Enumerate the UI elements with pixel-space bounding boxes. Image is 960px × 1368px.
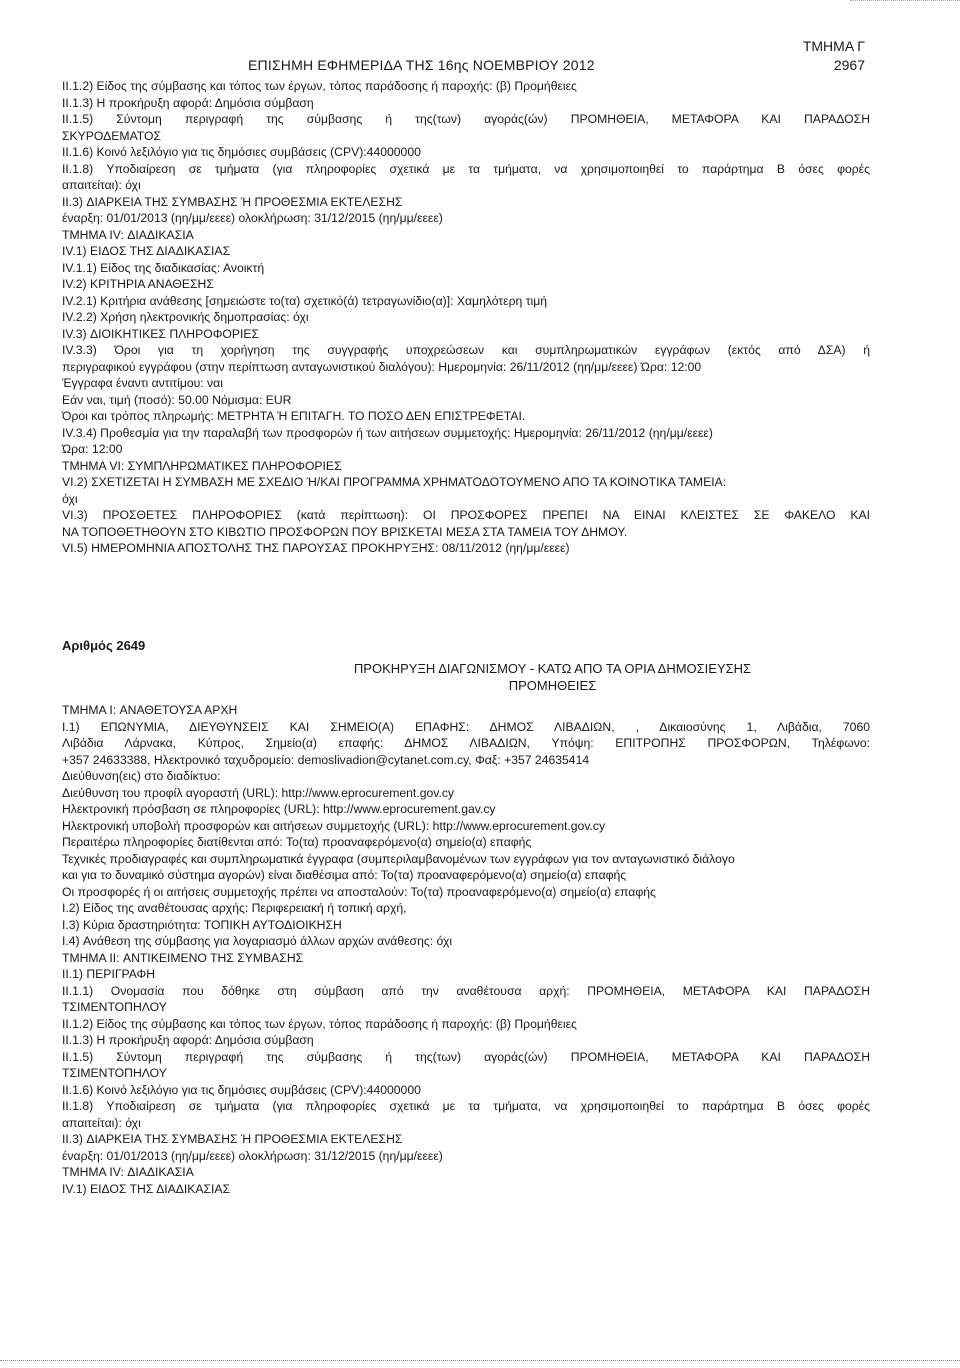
text-line: VI.3) ΠΡΟΣΘΕΤΕΣ ΠΛΗΡΟΦΟΡΙΕΣ (κατά περίπτωση): ΟΙ ΠΡΟΣΦΟΡΕΣ ΠΡΕΠΕΙ ΝΑ ΕΙΝΑΙ ΚΛΕΙΣΤΕΣ ΣΕ ΦΑΚΕΛΟ ΚΑΙ [62,508,870,522]
text-line: II.1.8) Υποδιαίρεση σε τμήματα (για πληροφορίες σχετικά με τα τμήματα, να χρησιμοποιηθεί το παράρτημα Β όσες φορές [62,1099,870,1113]
text-line: περιγραφικού εγγράφου (στην περίπτωση ανταγωνιστικού διαλόγου): Ημερομηνία: 26/11/2012 (ηη/μμ/εεεε) Ώρα: 12:00 [62,359,702,374]
text-line: II.1.5) Σύντομη περιγραφή της σύμβασης ή της(των) αγοράς(ών) ΠΡΟΜΗΘΕΙΑ, ΜΕΤΑΦΟΡΑ ΚΑΙ ΠΑΡΑΔΟΣΗ [62,112,870,126]
text-line: ΝΑ ΤΟΠΟΘΕΤΗΘΟΥΝ ΣΤΟ ΚΙΒΩΤΙΟ ΠΡΟΣΦΟΡΩΝ ΠΟΥ ΒΡΙΣΚΕΤΑΙ ΜΕΣΑ ΣΤΑ ΤΑΜΕΙΑ ΤΟΥ ΔΗΜΟΥ. [62,524,628,539]
text-line: II.1.3) Η προκήρυξη αφορά: Δημόσια σύμβαση [62,95,314,110]
text-line: ΣΚΥΡΟΔΕΜΑΤΟΣ [62,128,162,143]
text-line: IV.2.2) Χρήση ηλεκτρονικής δημοπρασίας: όχι [62,310,309,324]
text-line: όχι [62,491,78,506]
text-line: IV.1.1) Είδος της διαδικασίας: Ανοικτή [62,260,265,275]
text-line: Διεύθυνση(εις) στο διαδίκτυο: [62,769,221,783]
text-line: II.3) ΔΙΑΡΚΕΙΑ ΤΗΣ ΣΥΜΒΑΣΗΣ Ή ΠΡΟΘΕΣΜΙΑ ΕΚΤΕΛΕΣΗΣ [62,194,403,209]
text-line: Ηλεκτρονική πρόσβαση σε πληροφορίες (URL): http://www.eprocurement.gav.cy [62,802,496,816]
notice-title-line: ΠΡΟΚΗΡΥΞΗ ΔΙΑΓΩΝΙΣΜΟΥ - ΚΑΤΩ ΑΠΟ ΤΑ ΟΡΙΑ ΔΗΜΟΣΙΕΥΣΗΣ [353,661,752,676]
text-line: απαιτείται): όχι [62,1115,141,1130]
text-line: έναρξη: 01/01/2013 (ηη/μμ/εεεε) ολοκλήρωση: 31/12/2015 (ηη/μμ/εεεε) [62,211,443,225]
text-line: II.1.2) Είδος της σύμβασης και τόπος των έργων, τόπος παράδοσης ή παροχής: (β) Προμήθειες [62,79,577,93]
text-line: I.4) Ανάθεση της σύμβασης για λογαριασμό άλλων αρχών ανάθεσης: όχι [62,934,453,948]
text-line: I.3) Κύρια δραστηριότητα: ΤΟΠΙΚΗ ΑΥΤΟΔΙΟΙΚΗΣΗ [62,917,342,932]
notice-number: Αριθμός 2649 [62,638,146,653]
text-line: ΤΣΙΜΕΝΤΟΠΗΛΟΥ [62,1000,167,1014]
text-line: ΤΜΗΜΑ VI: ΣΥΜΠΛΗΡΩΜΑΤΙΚΕΣ ΠΛΗΡΟΦΟΡΙΕΣ [62,458,342,473]
text-line: II.1.6) Κοινό λεξιλόγιο για τις δημόσιες συμβάσεις (CPV):44000000 [62,145,421,159]
text-line: και για το δυναμικό σύστημα αγορών) είναι διαθέσιμα από: Το(τα) προαναφερόμενο(α) σημείο(α) επαφής [62,868,627,882]
text-line: Περαιτέρω πληροφορίες διατίθενται από: Το(τα) προαναφερόμενο(α) σημείο(α) επαφής [62,835,532,849]
text-line: II.1.3) Η προκήρυξη αφορά: Δημόσια σύμβαση [62,1033,314,1047]
notice-title [0,660,960,694]
scan-edge-top [850,0,960,1]
section-label: ΤΜΗΜΑ Γ [802,38,865,54]
gazette-title: ΕΠΙΣΗΜΗ ΕΦΗΜΕΡΙΔΑ ΤΗΣ 16ης ΝΟΕΜΒΡΙΟΥ 2012 [248,57,595,73]
notice-title-line: ΠΡΟΜΗΘΕΙΕΣ [508,678,597,693]
text-line: VI.5) ΗΜΕΡΟΜΗΝΙΑ ΑΠΟΣΤΟΛΗΣ ΤΗΣ ΠΑΡΟΥΣΑΣ ΠΡΟΚΗΡΥΞΗΣ: 08/11/2012 (ηη/μμ/εεεε) [62,541,570,555]
text-line: Τεχνικές προδιαγραφές και συμπληρωματικά έγγραφα (συμπεριλαμβανομένων των εγγράφων για τον ανταγωνιστικό διάλογο [62,851,735,866]
text-line: IV.2.1) Κριτήρια ανάθεσης [σημειώστε το(τα) σχετικό(ά) τετραγωνίδιο(α)]: Χαμηλότερη τιμή [62,293,548,308]
text-line: II.1.6) Κοινό λεξιλόγιο για τις δημόσιες συμβάσεις (CPV):44000000 [62,1082,421,1097]
text-line: II.3) ΔΙΑΡΚΕΙΑ ΤΗΣ ΣΥΜΒΑΣΗΣ Ή ΠΡΟΘΕΣΜΙΑ ΕΚΤΕΛΕΣΗΣ [62,1132,403,1146]
text-block-notice [62,702,870,1197]
text-line: IV.3.4) Προθεσμία για την παραλαβή των προσφορών ή των αιτήσεων συμμετοχής: Ημερομηνία: 26/11/2012 (ηη/μμ/εεεε) [62,425,713,440]
text-line: Έγγραφα έναντι αντιτίμου: ναι [62,376,223,390]
text-block-continued [62,78,870,557]
text-line: IV.3.3) Όροι για τη χορήγηση της συγγραφής υποχρεώσεων και συμπληρωματικών εγγράφων (εκτός από ΔΣΑ) ή [62,343,870,357]
text-line: έναρξη: 01/01/2013 (ηη/μμ/εεεε) ολοκλήρωση: 31/12/2015 (ηη/μμ/εεεε) [62,1148,443,1163]
text-line: ΤΜΗΜΑ II: ΑΝΤΙΚΕΙΜΕΝΟ ΤΗΣ ΣΥΜΒΑΣΗΣ [62,950,304,965]
text-line: απαιτείται): όχι [62,178,141,192]
text-line: VI.2) ΣΧΕΤΙΖΕΤΑΙ Η ΣΥΜΒΑΣΗ ΜΕ ΣΧΕΔΙΟ Ή/ΚΑΙ ΠΡΟΓΡΑΜΜΑ ΧΡΗΜΑΤΟΔΟΤΟΥΜΕΝΟ ΑΠΟ ΤΑ ΚΟΙΝΟΤΙΚΑ ΤΑΜΕΙΑ: [62,475,727,489]
text-line: I.2) Είδος της αναθέτουσας αρχής: Περιφερειακή ή τοπική αρχή, [62,901,407,915]
text-line: IV.2) ΚΡΙΤΗΡΙΑ ΑΝΑΘΕΣΗΣ [62,277,214,291]
text-line: Ηλεκτρονική υποβολή προσφορών και αιτήσεων συμμετοχής (URL): http://www.eprocurement.gov.cy [62,818,606,833]
text-line: ΤΜΗΜΑ IV: ΔΙΑΔΙΚΑΣΙΑ [62,227,194,242]
page-number: 2967 [833,57,865,73]
text-line: Ώρα: 12:00 [62,442,123,456]
text-line: II.1.5) Σύντομη περιγραφή της σύμβασης ή της(των) αγοράς(ών) ΠΡΟΜΗΘΕΙΑ, ΜΕΤΑΦΟΡΑ ΚΑΙ ΠΑΡΑΔΟΣΗ [62,1049,870,1064]
text-line: II.1.2) Είδος της σύμβασης και τόπος των έργων, τόπος παράδοσης ή παροχής: (β) Προμήθειες [62,1016,577,1031]
text-line: ΤΜΗΜΑ I: ΑΝΑΘΕΤΟΥΣΑ ΑΡΧΗ [62,703,238,717]
text-line: ΤΣΙΜΕΝΤΟΠΗΛΟΥ [62,1066,167,1080]
text-line: ΤΜΗΜΑ IV: ΔΙΑΔΙΚΑΣΙΑ [62,1165,194,1179]
text-line: IV.3) ΔΙΟΙΚΗΤΙΚΕΣ ΠΛΗΡΟΦΟΡΙΕΣ [62,326,260,341]
text-line: IV.1) ΕΙΔΟΣ ΤΗΣ ΔΙΑΔΙΚΑΣΙΑΣ [62,244,231,258]
text-line: Εάν ναι, τιμή (ποσό): 50.00 Νόμισμα: EUR [62,392,292,407]
text-line: Λιβάδια Λάρνακα, Κύπρος, Σημείο(α) επαφής: ΔΗΜΟΣ ΛΙΒΑΔΙΩΝ, Υπόψη: ΕΠΙΤΡΟΠΗΣ ΠΡΟΣΦΟΡΩΝ, Τηλέφωνο: [62,736,870,750]
scan-edge-bottom [0,1360,960,1361]
text-line: II.1.8) Υποδιαίρεση σε τμήματα (για πληροφορίες σχετικά με τα τμήματα, να χρησιμοποιηθεί το παράρτημα Β όσες φορές [62,161,870,176]
text-line: Οι προσφορές ή οι αιτήσεις συμμετοχής πρέπει να αποσταλούν: Το(τα) προαναφερόμενο(α) σημείο(α) επαφής [62,884,656,899]
text-line: II.1) ΠΕΡΙΓΡΑΦΗ [62,967,156,981]
text-line: IV.1) ΕΙΔΟΣ ΤΗΣ ΔΙΑΔΙΚΑΣΙΑΣ [62,1181,231,1196]
text-line: II.1.1) Ονομασία που δόθηκε στη σύμβαση από την αναθέτουσα αρχή: ΠΡΟΜΗΘΕΙΑ, ΜΕΤΑΦΟΡΑ ΚΑΙ ΠΑΡΑΔΟΣΗ [62,983,870,998]
text-line: Διεύθυνση του προφίλ αγοραστή (URL): http://www.eprocurement.gov.cy [62,785,455,800]
text-line: +357 24633388, Ηλεκτρονικό ταχυδρομείο: demoslivadion@cytanet.com.cy, Φαξ: +357 24635414 [62,752,590,767]
text-line: I.1) ΕΠΩΝΥΜΙΑ, ΔΙΕΥΘΥΝΣΕΙΣ ΚΑΙ ΣΗΜΕΙΟ(Α) ΕΠΑΦΗΣ: ΔΗΜΟΣ ΛΙΒΑΔΙΩΝ, , Δικαιοσύνης 1, Λιβάδια, 7060 [62,719,870,734]
text-line: Όροι και τρόπος πληρωμής: ΜΕΤΡΗΤΑ Ή ΕΠΙΤΑΓΗ. ΤΟ ΠΟΣΟ ΔΕΝ ΕΠΙΣΤΡΕΦΕΤΑΙ. [62,409,526,423]
